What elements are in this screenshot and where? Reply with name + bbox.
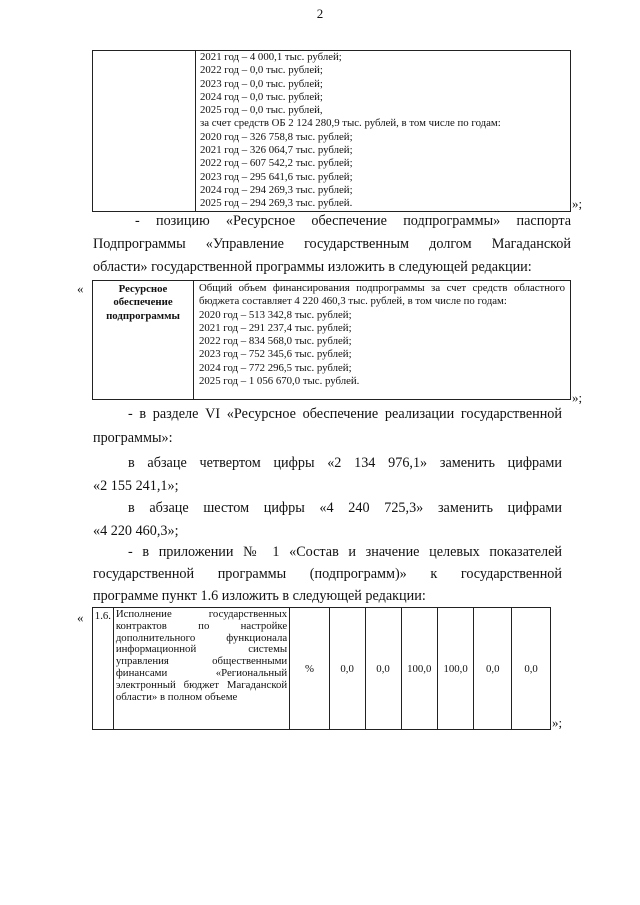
indicator-number: 1.6. — [93, 608, 114, 730]
resource-provision-label: Ресурсное обеспечение подпрограммы — [93, 281, 194, 400]
paragraph4-change-line1: в абзаце четвертом цифры «2 134 976,1» заменить цифрами — [128, 455, 562, 471]
resource-provision-intro: Общий объем финансирования подпрограммы за счет средств областного бюджета составляет 4 220 460,3 тыс. рублей, в том числе по годам: — [199, 282, 565, 308]
page-number: 2 — [316, 6, 324, 21]
table2-line: 2023 год – 752 345,6 тыс. рублей; — [199, 348, 352, 361]
target-indicators-table — [92, 607, 551, 730]
paragraph-position-line1: - позицию «Ресурсное обеспечение подпрограммы» паспорта — [135, 213, 571, 229]
resource-provision-content — [194, 281, 571, 400]
appendix-change-line2: государственной программы (подпрограмм)» к государственной — [93, 566, 562, 582]
table-row — [93, 608, 551, 730]
table1-line: 2024 год – 294 269,3 тыс. рублей; — [200, 183, 353, 196]
indicator-value: 0,0 — [512, 608, 551, 730]
indicator-value: 100,0 — [437, 608, 473, 730]
table2-line: 2020 год – 513 342,8 тыс. рублей; — [199, 308, 352, 321]
paragraph-position-line3: области» государственной программы изложить в следующей редакции: — [93, 259, 532, 275]
table1-line: 2021 год – 326 064,7 тыс. рублей; — [200, 144, 353, 157]
table1-line: 2022 год – 607 542,2 тыс. рублей; — [200, 157, 353, 170]
section-vi-line2: программы»: — [93, 430, 173, 446]
appendix-change-line1: - в приложении № 1 «Состав и значение целевых показателей — [128, 544, 562, 560]
table1-line: 2025 год – 0,0 тыс. рублей, — [200, 104, 323, 117]
table1-line: 2025 год – 294 269,3 тыс. рублей. — [200, 197, 353, 210]
indicator-value: 100,0 — [401, 608, 437, 730]
appendix-change-line3: программе пункт 1.6 изложить в следующей редакции: — [93, 588, 426, 604]
indicator-unit: % — [290, 608, 330, 730]
financing-years-cell — [196, 51, 571, 212]
empty-label-cell — [93, 51, 196, 212]
table1-line: 2021 год – 4 000,1 тыс. рублей; — [200, 51, 342, 63]
table2-line: 2025 год – 1 056 670,0 тыс. рублей. — [199, 375, 360, 388]
table2-line: 2021 год – 291 237,4 тыс. рублей; — [199, 321, 352, 334]
table1-line: 2023 год – 0,0 тыс. рублей; — [200, 77, 323, 90]
closing-quote: »; — [572, 196, 583, 211]
paragraph4-change-line2: «2 155 241,1»; — [93, 478, 179, 494]
paragraph6-change-line1: в абзаце шестом цифры «4 240 725,3» заменить цифрами — [128, 500, 562, 516]
table1-line: 2024 год – 0,0 тыс. рублей; — [200, 90, 323, 103]
indicator-value: 0,0 — [329, 608, 365, 730]
opening-quote: « — [77, 610, 84, 625]
table1-line: за счет средств ОБ 2 124 280,9 тыс. рублей, в том числе по годам: — [200, 117, 501, 130]
indicator-value: 0,0 — [365, 608, 401, 730]
table1-line: 2022 год – 0,0 тыс. рублей; — [200, 64, 323, 77]
resource-provision-table — [92, 280, 571, 400]
indicator-name: Исполнение государственных контрактов по настройке дополнительного функционала информационной системы управления общественными финансами «Региональный электронный бюджет Магаданской области» в полном объеме — [113, 608, 289, 730]
paragraph-position-line2: Подпрограммы «Управление государственным долгом Магаданской — [93, 236, 571, 252]
opening-quote: « — [77, 281, 84, 296]
table2-line: 2022 год – 834 568,0 тыс. рублей; — [199, 335, 352, 348]
closing-quote: »; — [552, 715, 563, 730]
indicator-value: 0,0 — [474, 608, 512, 730]
table1-line: 2023 год – 295 641,6 тыс. рублей; — [200, 170, 353, 183]
table2-line: 2024 год – 772 296,5 тыс. рублей; — [199, 361, 352, 374]
paragraph6-change-line2: «4 220 460,3»; — [93, 523, 179, 539]
closing-quote: »; — [572, 390, 583, 405]
financing-table-continuation — [92, 50, 571, 212]
section-vi-line1: - в разделе VI «Ресурсное обеспечение реализации государственной — [128, 406, 562, 422]
table1-line: 2020 год – 326 758,8 тыс. рублей; — [200, 130, 353, 143]
